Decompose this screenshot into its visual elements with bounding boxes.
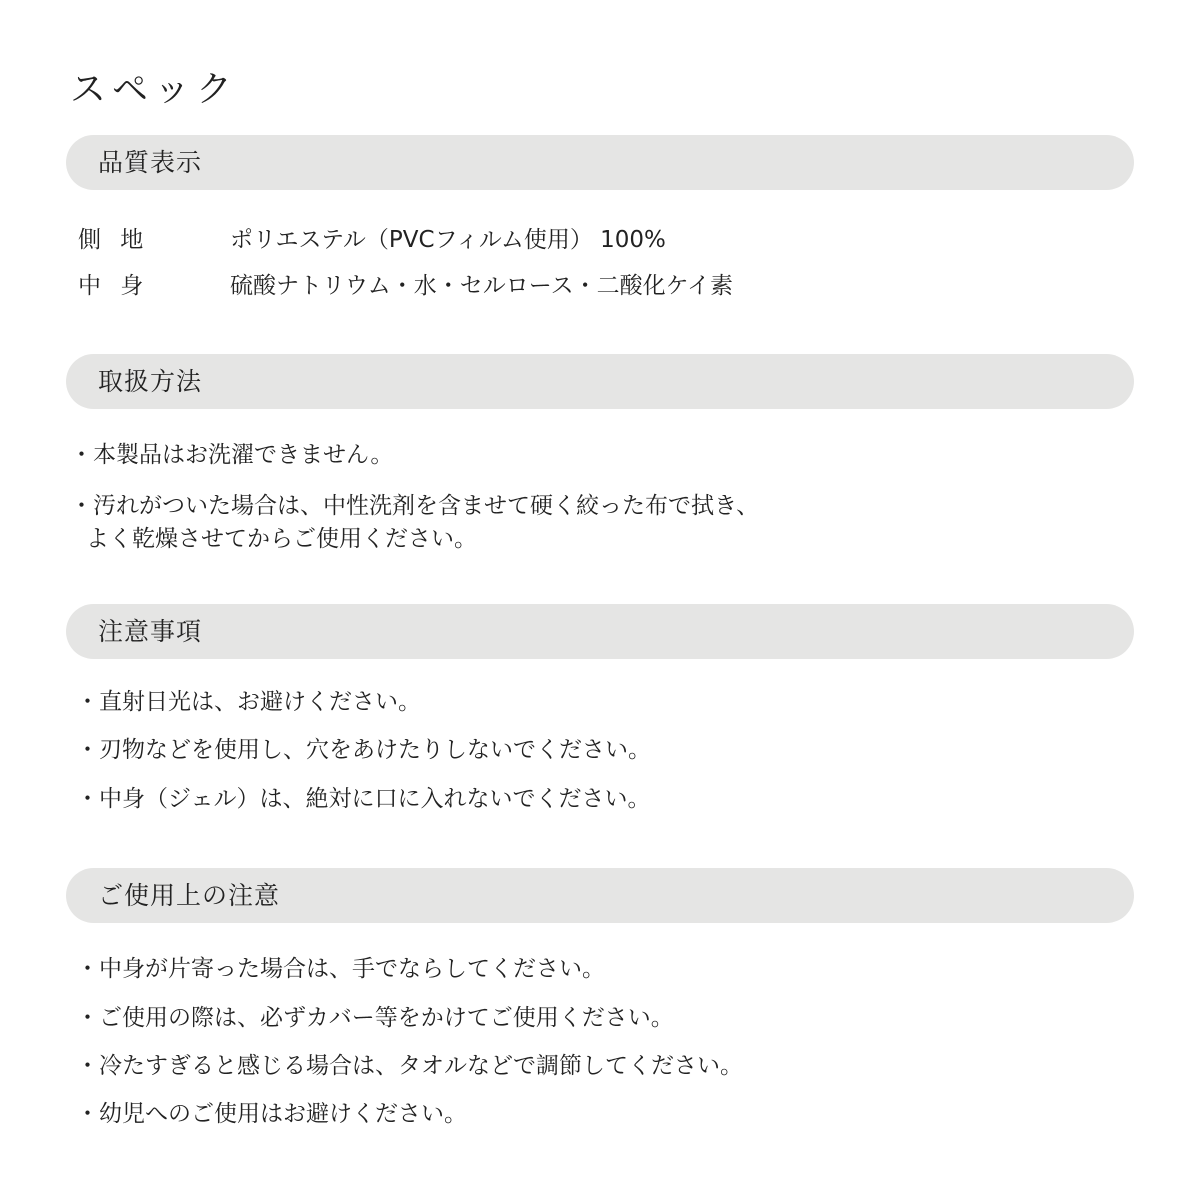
- page-title: スペック: [70, 69, 239, 110]
- spec-label-filling: 中 身: [78, 273, 150, 299]
- section-heading: 注意事項: [98, 617, 203, 646]
- list-item: ・刃物などを使用し、穴をあけたりしないでください。: [76, 737, 651, 763]
- list-item: ・幼児へのご使用はお避けください。: [76, 1101, 467, 1127]
- spec-label-outer: 側 地: [78, 227, 150, 253]
- section-header-usage-notes: [66, 868, 1134, 923]
- list-item: ・直射日光は、お避けください。: [76, 689, 421, 715]
- spec-value-outer: ポリエステル（PVCフィルム使用） 100%: [230, 227, 666, 253]
- list-item-continuation: よく乾燥させてからご使用ください。: [86, 526, 477, 552]
- list-item: ・冷たすぎると感じる場合は、タオルなどで調節してください。: [76, 1053, 743, 1079]
- list-item: ・中身が片寄った場合は、手でならしてください。: [76, 956, 605, 982]
- section-heading: ご使用上の注意: [98, 881, 281, 910]
- list-item: ・中身（ジェル）は、絶対に口に入れないでください。: [76, 786, 651, 812]
- list-item: ・ご使用の際は、必ずカバー等をかけてご使用ください。: [76, 1005, 674, 1031]
- list-item: ・汚れがついた場合は、中性洗剤を含ませて硬く絞った布で拭き、: [70, 493, 760, 519]
- section-heading: 品質表示: [98, 148, 203, 177]
- list-item: ・本製品はお洗濯できません。: [70, 442, 394, 468]
- section-heading: 取扱方法: [98, 367, 203, 396]
- section-header-cautions: [66, 604, 1134, 659]
- spec-value-filling: 硫酸ナトリウム・水・セルロース・二酸化ケイ素: [230, 273, 734, 299]
- section-header-quality: [66, 135, 1134, 190]
- section-header-handling: [66, 354, 1134, 409]
